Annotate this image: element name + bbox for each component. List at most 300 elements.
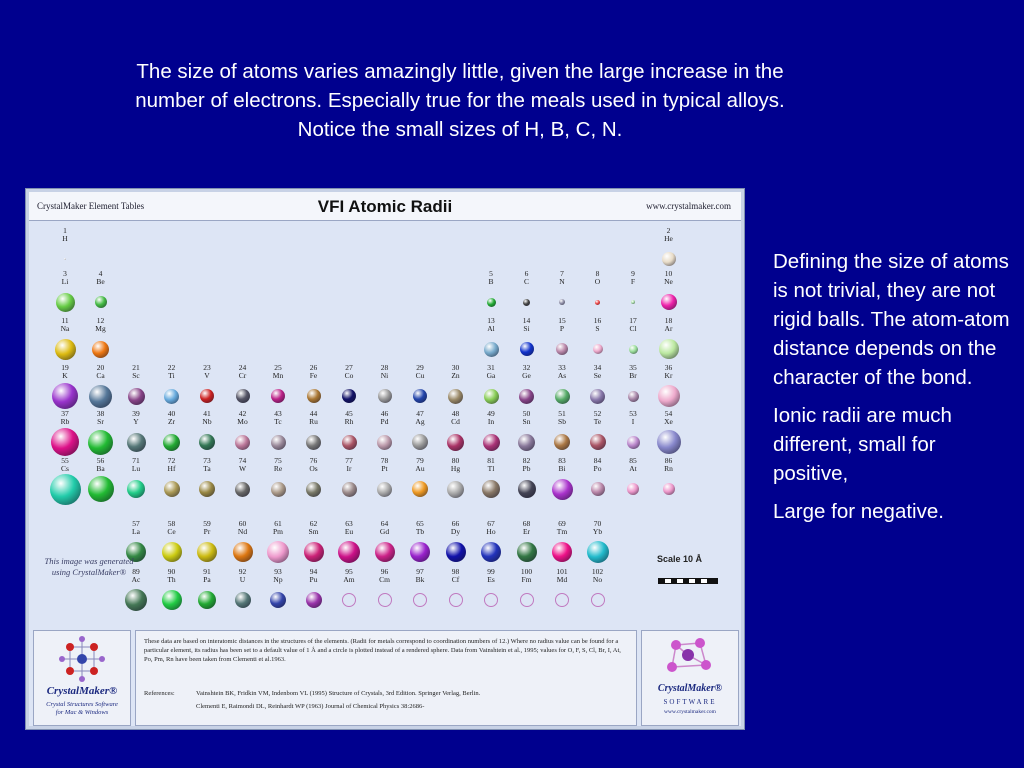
element-i — [617, 410, 649, 460]
credit-text: This image was generated using CrystalMaker® — [44, 556, 134, 577]
element-symbol: Re — [273, 464, 283, 473]
element-in — [475, 410, 507, 460]
side-paragraph-3: Large for negative. — [773, 500, 944, 523]
atom-sphere — [481, 542, 501, 562]
element-symbol: Se — [593, 371, 602, 380]
element-symbol: Ti — [168, 371, 175, 380]
atom-sphere — [128, 388, 145, 405]
atom-sphere — [552, 542, 572, 562]
atom-sphere — [554, 434, 570, 450]
element-lu — [120, 457, 152, 507]
element-symbol: Cf — [451, 575, 460, 584]
element-symbol: At — [629, 464, 637, 473]
element-f — [617, 270, 649, 320]
element-rb — [49, 410, 81, 460]
atom-sphere — [306, 435, 321, 450]
atomic-number: 92 — [238, 567, 247, 576]
atom-sphere — [197, 542, 217, 562]
element-symbol: Fe — [309, 371, 318, 380]
element-symbol: Ru — [309, 417, 318, 426]
element-ba — [85, 457, 117, 507]
element-cl — [617, 317, 649, 367]
element-al — [475, 317, 507, 367]
element-mo — [227, 410, 259, 460]
element-cd — [440, 410, 472, 460]
element-symbol: C — [523, 277, 529, 286]
atomic-number: 23 — [203, 363, 211, 372]
element-si — [511, 317, 543, 367]
element-symbol: Mg — [95, 324, 106, 333]
atom-sphere — [587, 541, 609, 563]
element-symbol: Ce — [167, 527, 176, 536]
atomic-number: 27 — [345, 363, 353, 372]
atom-sphere — [484, 389, 499, 404]
atom-sphere — [199, 434, 215, 450]
logo-right-url: www.crystalmaker.com — [664, 709, 716, 715]
scale-bar — [658, 578, 718, 584]
atomic-number: 48 — [451, 409, 460, 418]
atomic-number: 82 — [522, 456, 531, 465]
element-ar — [653, 317, 685, 367]
element-dy — [440, 520, 472, 570]
atom-sphere — [484, 342, 499, 357]
atom-sphere — [271, 389, 285, 403]
atomic-number: 19 — [61, 363, 69, 372]
atom-sphere — [304, 542, 324, 562]
element-symbol: Cm — [379, 575, 390, 584]
element-v — [191, 364, 223, 414]
element-pa — [191, 568, 223, 618]
atom-sphere — [377, 435, 392, 450]
element-o — [582, 270, 614, 320]
references — [144, 687, 630, 713]
element-symbol: F — [630, 277, 636, 286]
atomic-number: 18 — [664, 316, 673, 325]
element-gd — [369, 520, 401, 570]
element-symbol: Rb — [60, 417, 70, 426]
element-yb — [582, 520, 614, 570]
element-ru — [298, 410, 330, 460]
atomic-number: 8 — [595, 269, 600, 278]
element-symbol: As — [557, 371, 567, 380]
atomic-number: 47 — [416, 409, 424, 418]
atomic-number: 46 — [380, 409, 389, 418]
atom-sphere — [92, 341, 109, 358]
element-symbol: Br — [629, 371, 637, 380]
atomic-number: 68 — [522, 519, 531, 528]
header-url: www.crystalmaker.com — [646, 201, 731, 211]
atom-sphere — [162, 590, 182, 610]
atom-sphere — [519, 389, 534, 404]
atomic-number: 42 — [238, 409, 247, 418]
atomic-number: 64 — [380, 519, 389, 528]
atom-sphere — [125, 589, 147, 611]
element-symbol: Sc — [132, 371, 140, 380]
reference-2: Clementi E, Raimondi DL, Reinhardt WP (1963) Journal of Chemical Physics 38:2686- — [196, 703, 425, 710]
element-br — [617, 364, 649, 414]
atomic-number: 74 — [238, 456, 247, 465]
element-symbol: U — [239, 575, 246, 584]
atom-sphere — [593, 344, 603, 354]
atomic-number: 5 — [489, 269, 493, 278]
atomic-number: 80 — [451, 456, 460, 465]
element-symbol: Dy — [450, 527, 461, 536]
logo-left-sub2: for Mac & Windows — [55, 709, 109, 716]
element-symbol: Nb — [202, 417, 212, 426]
element-symbol: Cs — [61, 464, 69, 473]
atom-sphere — [482, 480, 500, 498]
atom-sphere — [412, 434, 428, 450]
element-symbol: Pd — [380, 417, 389, 426]
atomic-number: 24 — [238, 363, 247, 372]
element-symbol: Sm — [308, 527, 319, 536]
element-symbol: Al — [487, 324, 495, 333]
atom-sphere — [267, 541, 289, 563]
atom-sphere — [483, 434, 500, 451]
element-hg — [440, 457, 472, 507]
element-symbol: Pb — [522, 464, 531, 473]
element-kr — [653, 364, 685, 414]
atomic-number: 83 — [558, 456, 566, 465]
element-bi — [546, 457, 578, 507]
element-md — [546, 568, 578, 618]
element-symbol: Po — [593, 464, 602, 473]
element-na — [49, 317, 81, 367]
reference-1: Vainshtein BK, Fridkin VM, Indenbom VL (1995) Structure of Crystals, 3rd Edition. Springer Verlag, Berlin. — [196, 690, 481, 697]
element-symbol: B — [488, 277, 494, 286]
element-symbol: Pt — [381, 464, 388, 473]
element-co — [333, 364, 365, 414]
atomic-number: 33 — [558, 363, 566, 372]
default-radius-circle — [555, 593, 569, 607]
atom-sphere — [591, 482, 605, 496]
element-symbol: In — [487, 417, 495, 426]
atomic-number: 30 — [451, 363, 460, 372]
element-symbol: Tb — [415, 527, 425, 536]
atomic-number: 84 — [593, 456, 602, 465]
atom-sphere — [523, 299, 530, 306]
atomic-number: 85 — [629, 456, 637, 465]
element-sb — [546, 410, 578, 460]
atom-sphere — [50, 474, 81, 505]
atom-sphere — [559, 299, 565, 305]
element-rh — [333, 410, 365, 460]
atomic-number: 95 — [345, 567, 353, 576]
atom-sphere — [518, 480, 536, 498]
atomic-number: 99 — [487, 567, 495, 576]
atom-sphere — [413, 389, 427, 403]
headline-line-1: The size of atoms varies amazingly little, given the large increase in the — [136, 60, 784, 83]
atom-sphere — [342, 389, 356, 403]
references-label: References: — [144, 690, 175, 697]
element-symbol: N — [559, 277, 565, 286]
element-cr — [227, 364, 259, 414]
header-left-text: CrystalMaker Element Tables — [37, 201, 145, 211]
element-pb — [511, 457, 543, 507]
default-radius-circle — [591, 593, 605, 607]
element-symbol: Yb — [592, 527, 603, 536]
element-symbol: La — [132, 527, 140, 536]
element-th — [156, 568, 188, 618]
atom-sphere — [164, 389, 179, 404]
element-fe — [298, 364, 330, 414]
atom-sphere — [517, 542, 537, 562]
atomic-number: 76 — [309, 456, 318, 465]
element-ti — [156, 364, 188, 414]
default-radius-circle — [378, 593, 392, 607]
element-symbol: Ba — [96, 464, 105, 473]
atomic-number: 91 — [203, 567, 211, 576]
element-symbol: Cr — [238, 371, 247, 380]
atomic-number: 61 — [274, 519, 282, 528]
element-pu — [298, 568, 330, 618]
element-am — [333, 568, 365, 618]
atomic-number: 21 — [132, 363, 140, 372]
atomic-number: 36 — [664, 363, 673, 372]
atomic-number: 17 — [629, 316, 637, 325]
element-ho — [475, 520, 507, 570]
atomic-number: 45 — [345, 409, 353, 418]
atom-sphere — [233, 542, 253, 562]
atomic-number: 9 — [631, 269, 635, 278]
element-pm — [262, 520, 294, 570]
element-mg — [85, 317, 117, 367]
element-rn — [653, 457, 685, 507]
atomic-number: 11 — [61, 316, 69, 325]
atomic-number: 31 — [487, 363, 495, 372]
atom-sphere — [307, 389, 321, 403]
atom-sphere — [555, 389, 570, 404]
atom-sphere — [410, 542, 430, 562]
default-radius-circle — [413, 593, 427, 607]
element-symbol: Os — [309, 464, 318, 473]
atom-sphere — [342, 435, 357, 450]
atom-sphere — [657, 430, 681, 454]
atom-sphere — [270, 592, 286, 608]
atomic-number: 93 — [274, 567, 282, 576]
element-mn — [262, 364, 294, 414]
element-symbol: Bk — [415, 575, 425, 584]
element-symbol: Fm — [521, 575, 532, 584]
atomic-number: 16 — [593, 316, 602, 325]
atomic-number: 89 — [132, 567, 140, 576]
data-notes — [135, 630, 637, 726]
atomic-number: 4 — [98, 269, 103, 278]
element-np — [262, 568, 294, 618]
atom-sphere — [448, 389, 463, 404]
element-symbol: Co — [344, 371, 354, 380]
element-symbol: K — [62, 371, 68, 380]
element-symbol: Li — [61, 277, 69, 286]
atomic-number: 2 — [666, 226, 671, 235]
atom-sphere — [162, 542, 182, 562]
atom-sphere — [164, 481, 180, 497]
atom-sphere — [95, 296, 107, 308]
atomic-number: 53 — [629, 409, 637, 418]
element-symbol: Ho — [486, 527, 496, 536]
element-symbol: Tl — [487, 464, 495, 473]
figure-footer — [29, 628, 741, 726]
element-symbol: Gd — [379, 527, 390, 536]
element-bk — [404, 568, 436, 618]
element-hf — [156, 457, 188, 507]
atomic-number: 78 — [380, 456, 389, 465]
atomic-number: 39 — [132, 409, 140, 418]
headline-line-3: Notice the small sizes of H, B, C, N. — [297, 118, 623, 141]
element-symbol: Kr — [664, 371, 673, 380]
atomic-number: 71 — [132, 456, 140, 465]
atomic-number: 50 — [522, 409, 531, 418]
element-symbol: Bi — [558, 464, 566, 473]
atom-sphere — [595, 300, 600, 305]
default-radius-circle — [449, 593, 463, 607]
atomic-number: 63 — [345, 519, 353, 528]
element-tl — [475, 457, 507, 507]
atom-sphere — [412, 481, 428, 497]
element-symbol: H — [62, 234, 68, 243]
atom-sphere — [271, 482, 286, 497]
element-symbol: O — [594, 277, 601, 286]
element-sc — [120, 364, 152, 414]
atomic-number: 44 — [309, 409, 318, 418]
element-ga — [475, 364, 507, 414]
element-symbol: Si — [523, 324, 530, 333]
element-symbol: Ar — [664, 324, 673, 333]
atomic-number: 1 — [63, 226, 67, 235]
element-symbol: Y — [133, 417, 139, 426]
side-paragraph-1: Defining the size of atoms is not trivial, they are not rigid balls. The atom-atom distance depends on the character of the bond. — [773, 250, 1010, 389]
element-ge — [511, 364, 543, 414]
element-cf — [440, 568, 472, 618]
atomic-number: 38 — [96, 409, 105, 418]
atom-sphere — [199, 481, 215, 497]
atomic-number: 28 — [380, 363, 389, 372]
atomic-number: 7 — [560, 269, 564, 278]
element-nd — [227, 520, 259, 570]
atomic-number: 13 — [487, 316, 495, 325]
atomic-number: 15 — [558, 316, 566, 325]
element-ir — [333, 457, 365, 507]
crystalmaker-logo-right — [641, 630, 739, 726]
atom-sphere — [662, 252, 676, 266]
element-symbol: Ge — [522, 371, 531, 380]
figure-title: VFI Atomic Radii — [317, 197, 453, 216]
element-cm — [369, 568, 401, 618]
logo-left-name: CrystalMaker® — [46, 685, 118, 697]
element-u — [227, 568, 259, 618]
atom-sphere — [447, 481, 464, 498]
element-li — [49, 270, 81, 320]
atomic-number: 57 — [132, 519, 140, 528]
atomic-number: 66 — [451, 519, 460, 528]
element-symbol: Rh — [344, 417, 354, 426]
element-zr — [156, 410, 188, 460]
element-ne — [653, 270, 685, 320]
atom-sphere — [163, 434, 180, 451]
logo-left-sub1: Crystal Structures Software — [46, 701, 118, 708]
headline — [40, 57, 880, 144]
notes-text: These data are based on interatomic distances in the structures of the elements. (Radii for metals correspond to coordination numbers of 12.) Where no radius value can be found for a particular element, its radius has been set to a default value of 1 Å and a circle is plotted instead of a rendered sphere. Data from Vainshtein et al., 1995; values for O, F, S, Cl, Br, I, At, Po, Pm, Rn have been taken from Clementi et al.1963. — [144, 638, 621, 663]
atomic-number: 3 — [63, 269, 67, 278]
atomic-number: 12 — [96, 316, 105, 325]
element-symbol: Be — [96, 277, 105, 286]
element-zn — [440, 364, 472, 414]
element-pd — [369, 410, 401, 460]
element-symbol: Th — [167, 575, 176, 584]
element-symbol: Ga — [486, 371, 496, 380]
atomic-number: 96 — [380, 567, 389, 576]
element-symbol: Md — [556, 575, 568, 584]
element-es — [475, 568, 507, 618]
element-symbol: Mn — [272, 371, 284, 380]
default-radius-circle — [484, 593, 498, 607]
element-p — [546, 317, 578, 367]
atom-sphere — [127, 433, 146, 452]
atomic-number: 94 — [309, 567, 318, 576]
atomic-number: 79 — [416, 456, 424, 465]
element-re — [262, 457, 294, 507]
element-os — [298, 457, 330, 507]
atomic-number: 41 — [203, 409, 211, 418]
element-symbol: Am — [343, 575, 355, 584]
atom-sphere — [56, 293, 75, 312]
atom-sphere — [590, 434, 606, 450]
atomic-number: 67 — [487, 519, 495, 528]
atom-sphere — [338, 541, 360, 563]
element-symbol: Mo — [237, 417, 248, 426]
element-ca — [85, 364, 117, 414]
atomic-number: 14 — [522, 316, 531, 325]
element-symbol: Xe — [664, 417, 673, 426]
atom-sphere — [235, 482, 250, 497]
element-sr — [85, 410, 117, 460]
atomic-number: 72 — [167, 456, 176, 465]
element-y — [120, 410, 152, 460]
element-symbol: Cd — [451, 417, 460, 426]
element-w — [227, 457, 259, 507]
atom-sphere — [661, 294, 677, 310]
atomic-number: 25 — [274, 363, 282, 372]
element-symbol: Pr — [203, 527, 211, 536]
element-symbol: Ac — [131, 575, 141, 584]
atomic-number: 51 — [558, 409, 566, 418]
element-pt — [369, 457, 401, 507]
atomic-number: 81 — [487, 456, 495, 465]
atomic-number: 102 — [591, 567, 604, 576]
atom-sphere — [52, 383, 78, 409]
element-symbol: P — [559, 324, 565, 333]
atom-sphere — [628, 391, 639, 402]
atom-sphere — [235, 435, 250, 450]
element-symbol: No — [592, 575, 603, 584]
default-radius-circle — [342, 593, 356, 607]
element-symbol: Ag — [415, 417, 425, 426]
atomic-number: 55 — [61, 456, 69, 465]
element-symbol: Ta — [203, 464, 211, 473]
element-symbol: Ir — [346, 464, 352, 473]
atomic-number: 40 — [167, 409, 176, 418]
atom-sphere — [378, 389, 392, 403]
element-symbol: Hg — [450, 464, 461, 473]
element-symbol: V — [204, 371, 210, 380]
element-symbol: Ne — [664, 277, 673, 286]
element-symbol: Cl — [629, 324, 637, 333]
atomic-number: 77 — [345, 456, 353, 465]
element-sm — [298, 520, 330, 570]
crystalmaker-logo-left — [33, 630, 131, 726]
atomic-number: 97 — [416, 567, 424, 576]
atomic-number: 10 — [664, 269, 673, 278]
